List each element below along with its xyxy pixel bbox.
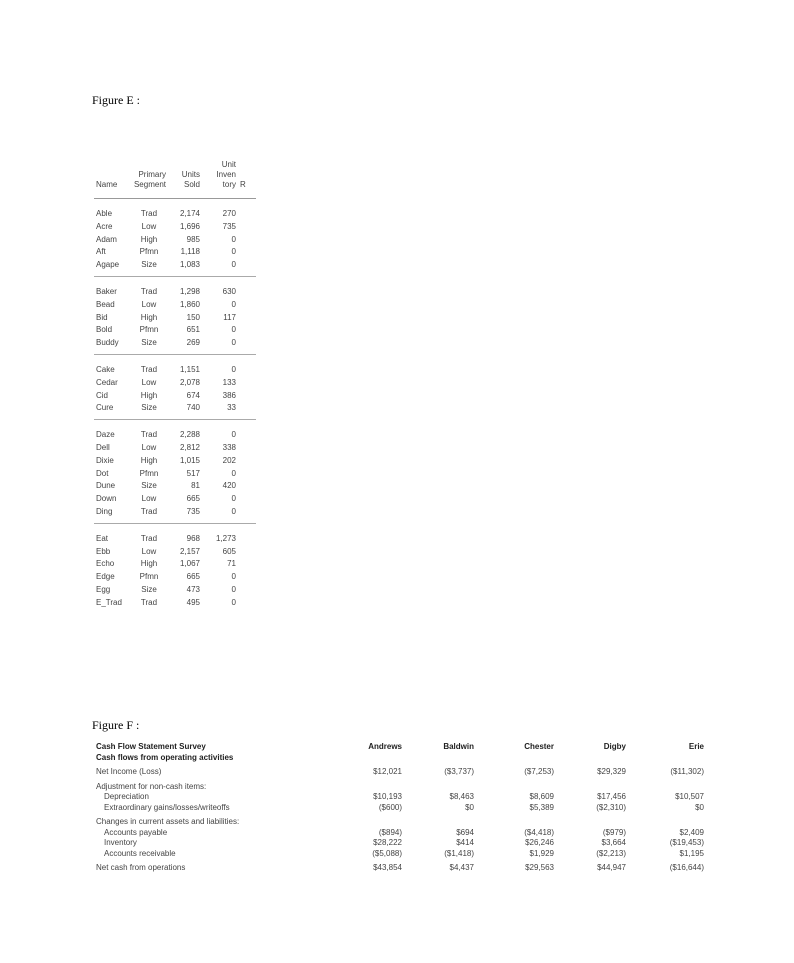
table-row <box>96 838 706 849</box>
units-sold: 674 <box>186 390 200 400</box>
unit-inventory: 270 <box>222 209 236 218</box>
unit-inventory: 0 <box>231 260 236 270</box>
table-row <box>94 493 256 506</box>
cell-value: ($600) <box>378 802 402 812</box>
header-inventory-line2: Inven <box>216 170 236 179</box>
table-row <box>96 849 706 860</box>
cell-value: $43,854 <box>373 863 402 872</box>
product-name: Egg <box>96 584 111 594</box>
cell-value: ($4,418) <box>524 827 554 837</box>
product-segment: High <box>140 455 158 465</box>
product-name: Dot <box>96 468 109 478</box>
unit-inventory: 0 <box>231 338 236 348</box>
product-segment: Low <box>141 377 157 387</box>
cell-value: ($2,213) <box>596 848 626 858</box>
header-sold-line2: Sold <box>183 180 200 189</box>
unit-inventory: 0 <box>231 572 236 582</box>
units-sold: 665 <box>186 494 200 504</box>
table-row <box>94 299 256 312</box>
unit-inventory: 0 <box>231 364 236 374</box>
table-row <box>96 863 706 874</box>
product-group <box>94 429 256 524</box>
product-name: Bead <box>96 299 115 309</box>
figure-e-header <box>94 160 256 199</box>
units-sold: 2,157 <box>179 546 200 556</box>
cell-value: $8,609 <box>529 792 554 801</box>
units-sold: 2,812 <box>179 442 200 452</box>
product-segment: Trad <box>140 533 158 543</box>
product-name: Echo <box>96 559 115 569</box>
units-sold: 665 <box>186 572 200 582</box>
product-segment: Low <box>141 546 157 556</box>
row-label: Adjustment for non-cash items: <box>96 781 207 791</box>
product-name: Cure <box>96 403 114 413</box>
cell-value: ($11,302) <box>670 767 704 776</box>
product-segment: Low <box>141 299 157 309</box>
product-name: Ding <box>96 506 113 516</box>
cell-value: $29,329 <box>597 767 626 776</box>
cell-value: $694 <box>456 827 474 837</box>
units-sold: 473 <box>186 584 200 594</box>
header-extra: R <box>240 180 246 189</box>
product-name: Acre <box>96 221 113 231</box>
unit-inventory: 735 <box>222 221 236 231</box>
table-row <box>94 533 256 546</box>
table-row <box>96 753 706 764</box>
product-name: E_Trad <box>96 597 122 607</box>
product-segment: Trad <box>140 506 158 516</box>
product-segment: Trad <box>140 597 158 607</box>
units-sold: 1,151 <box>179 364 200 374</box>
product-segment: High <box>140 390 158 400</box>
units-sold: 1,067 <box>179 559 200 569</box>
header-segment-line2: Segment <box>133 180 166 189</box>
units-sold: 1,083 <box>179 260 200 270</box>
row-label: Cash flows from operating activities <box>96 752 234 762</box>
cell-value: $414 <box>456 838 474 847</box>
cell-value: $26,246 <box>525 838 554 847</box>
product-segment: Size <box>141 260 157 270</box>
product-group <box>94 208 256 277</box>
units-sold: 269 <box>186 338 200 348</box>
header-name: Name <box>96 180 118 189</box>
unit-inventory: 1,273 <box>215 533 236 543</box>
product-group <box>94 364 256 420</box>
table-row <box>96 782 706 793</box>
table-row <box>94 259 256 272</box>
header-inventory-line3: tory <box>222 180 236 189</box>
header-segment-line1: Primary <box>138 170 166 179</box>
product-name: Daze <box>96 430 115 440</box>
product-name: Dell <box>96 442 110 452</box>
cell-value: $29,563 <box>525 863 554 872</box>
table-row <box>94 377 256 390</box>
product-segment: Trad <box>140 364 158 374</box>
units-sold: 2,078 <box>179 377 200 387</box>
header-inventory-line1: Unit <box>221 160 236 169</box>
units-sold: 985 <box>186 234 200 244</box>
cell-value: ($894) <box>378 827 402 837</box>
cell-value: $2,409 <box>679 827 704 837</box>
cell-value: ($5,088) <box>372 848 402 858</box>
product-name: Ebb <box>96 546 111 556</box>
product-segment: Pfmn <box>139 572 159 582</box>
units-sold: 651 <box>186 325 200 335</box>
product-segment: Low <box>141 442 157 452</box>
cell-value: ($16,644) <box>669 863 704 872</box>
cell-value: ($7,253) <box>524 767 554 776</box>
product-name: Cake <box>96 364 115 374</box>
table-row <box>96 767 706 778</box>
table-row <box>94 221 256 234</box>
unit-inventory: 117 <box>223 312 236 322</box>
product-segment: Size <box>141 584 157 594</box>
product-segment: Trad <box>140 430 158 440</box>
product-group <box>94 286 256 355</box>
product-name: Agape <box>96 260 120 270</box>
figure-e-body <box>94 208 256 614</box>
unit-inventory: 71 <box>227 559 236 569</box>
units-sold: 1,015 <box>179 455 200 465</box>
row-label: Extraordinary gains/losses/writeoffs <box>104 802 230 812</box>
product-name: Bold <box>96 325 113 335</box>
row-label: Accounts receivable <box>104 848 176 858</box>
product-name: Adam <box>96 234 117 244</box>
row-label: Net cash from operations <box>96 863 186 872</box>
product-group <box>94 533 256 614</box>
column-erie: Erie <box>688 742 704 751</box>
table-row <box>94 546 256 559</box>
table-row <box>94 597 256 610</box>
cell-value: $44,947 <box>597 863 626 872</box>
cell-value: $0 <box>695 802 704 812</box>
table-row <box>94 246 256 259</box>
table-row <box>94 506 256 519</box>
cell-value: $1,929 <box>529 848 554 858</box>
cell-value: ($979) <box>602 827 626 837</box>
cell-value: $1,195 <box>679 848 704 858</box>
unit-inventory: 0 <box>231 430 236 440</box>
table-row <box>94 429 256 442</box>
row-label: Changes in current assets and liabilities: <box>96 817 240 826</box>
product-name: Aft <box>96 247 106 257</box>
product-name: Baker <box>96 286 117 296</box>
figure-f-header <box>96 742 706 753</box>
unit-inventory: 0 <box>231 584 236 594</box>
cell-value: $8,463 <box>449 792 474 801</box>
unit-inventory: 0 <box>231 325 236 335</box>
product-name: Eat <box>96 533 109 543</box>
product-name: Bid <box>96 312 108 322</box>
row-label: Accounts payable <box>104 827 168 837</box>
figure-e-label: Figure E : <box>92 93 140 107</box>
unit-inventory: 630 <box>222 286 236 296</box>
unit-inventory: 0 <box>231 234 236 244</box>
figure-f-label: Figure F : <box>92 718 140 732</box>
cell-value: $10,507 <box>675 792 704 801</box>
cell-value: $17,456 <box>597 792 626 801</box>
units-sold: 2,288 <box>179 430 200 440</box>
cell-value: $12,021 <box>373 767 402 776</box>
table-row <box>94 208 256 221</box>
table-row <box>94 390 256 403</box>
cell-value: $28,222 <box>373 838 402 847</box>
table-row <box>96 828 706 839</box>
unit-inventory: 0 <box>231 597 236 607</box>
cell-value: $0 <box>465 802 474 812</box>
product-segment: Pfmn <box>139 468 159 478</box>
figure-f-table <box>96 742 706 874</box>
unit-inventory: 420 <box>222 481 236 491</box>
unit-inventory: 0 <box>231 468 236 478</box>
table-row <box>96 803 706 814</box>
units-sold: 150 <box>186 312 200 322</box>
product-name: Able <box>96 209 113 218</box>
product-segment: Low <box>141 221 157 231</box>
table-row <box>94 324 256 337</box>
table-row <box>94 584 256 597</box>
column-digby: Digby <box>603 742 626 751</box>
units-sold: 735 <box>186 506 200 516</box>
product-name: Cedar <box>96 377 118 387</box>
unit-inventory: 0 <box>231 506 236 516</box>
table-row <box>94 468 256 481</box>
product-segment: Trad <box>140 209 158 218</box>
unit-inventory: 0 <box>231 247 236 257</box>
units-sold: 1,696 <box>179 221 200 231</box>
cell-value: ($2,310) <box>596 802 626 812</box>
product-name: Down <box>96 494 117 504</box>
cell-value: ($3,737) <box>444 767 474 776</box>
product-segment: Pfmn <box>139 247 159 257</box>
cell-value: $3,664 <box>601 838 626 847</box>
table-row <box>94 442 256 455</box>
unit-inventory: 133 <box>222 377 236 387</box>
unit-inventory: 202 <box>222 455 236 465</box>
product-segment: Size <box>141 481 157 491</box>
figure-e-table <box>94 160 256 614</box>
table-row <box>96 817 706 828</box>
column-chester: Chester <box>524 742 554 751</box>
table-row <box>94 455 256 468</box>
cell-value: $4,437 <box>449 863 474 872</box>
cell-value: $5,389 <box>529 802 554 812</box>
units-sold: 968 <box>186 533 200 543</box>
table-row <box>96 792 706 803</box>
product-name: Cid <box>96 390 109 400</box>
figure-f-title: Cash Flow Statement Survey <box>96 742 206 751</box>
product-segment: Trad <box>140 286 158 296</box>
product-segment: Size <box>141 403 157 413</box>
units-sold: 495 <box>186 597 200 607</box>
cell-value: ($1,418) <box>444 848 474 858</box>
row-label: Depreciation <box>104 792 149 801</box>
figure-f-body <box>96 753 706 874</box>
column-andrews: Andrews <box>368 742 402 751</box>
table-row <box>94 571 256 584</box>
unit-inventory: 0 <box>231 494 236 504</box>
product-segment: High <box>140 559 158 569</box>
unit-inventory: 0 <box>231 299 236 309</box>
units-sold: 1,298 <box>179 286 200 296</box>
units-sold: 2,174 <box>179 209 200 218</box>
row-label: Inventory <box>104 838 137 847</box>
header-sold-line1: Units <box>181 170 200 179</box>
product-segment: Pfmn <box>139 325 159 335</box>
product-segment: High <box>140 312 158 322</box>
units-sold: 740 <box>186 403 200 413</box>
table-row <box>94 286 256 299</box>
row-label: Net Income (Loss) <box>96 767 162 776</box>
product-segment: Low <box>141 494 157 504</box>
cell-value: $10,193 <box>373 792 402 801</box>
units-sold: 1,118 <box>180 247 200 257</box>
table-row <box>94 480 256 493</box>
unit-inventory: 386 <box>222 390 236 400</box>
units-sold: 81 <box>191 481 200 491</box>
table-row <box>94 558 256 571</box>
unit-inventory: 33 <box>227 403 236 413</box>
column-baldwin: Baldwin <box>443 742 474 751</box>
table-row <box>94 312 256 325</box>
units-sold: 1,860 <box>179 299 200 309</box>
unit-inventory: 338 <box>222 442 236 452</box>
units-sold: 517 <box>186 468 200 478</box>
product-name: Edge <box>96 572 115 582</box>
table-row <box>94 364 256 377</box>
product-name: Buddy <box>96 338 119 348</box>
table-row <box>94 337 256 350</box>
product-name: Dixie <box>96 455 114 465</box>
unit-inventory: 605 <box>222 546 236 556</box>
cell-value: ($19,453) <box>669 838 704 847</box>
product-segment: High <box>140 234 158 244</box>
product-segment: Size <box>141 338 157 348</box>
table-row <box>94 234 256 247</box>
table-row <box>94 402 256 415</box>
product-name: Dune <box>96 481 116 491</box>
